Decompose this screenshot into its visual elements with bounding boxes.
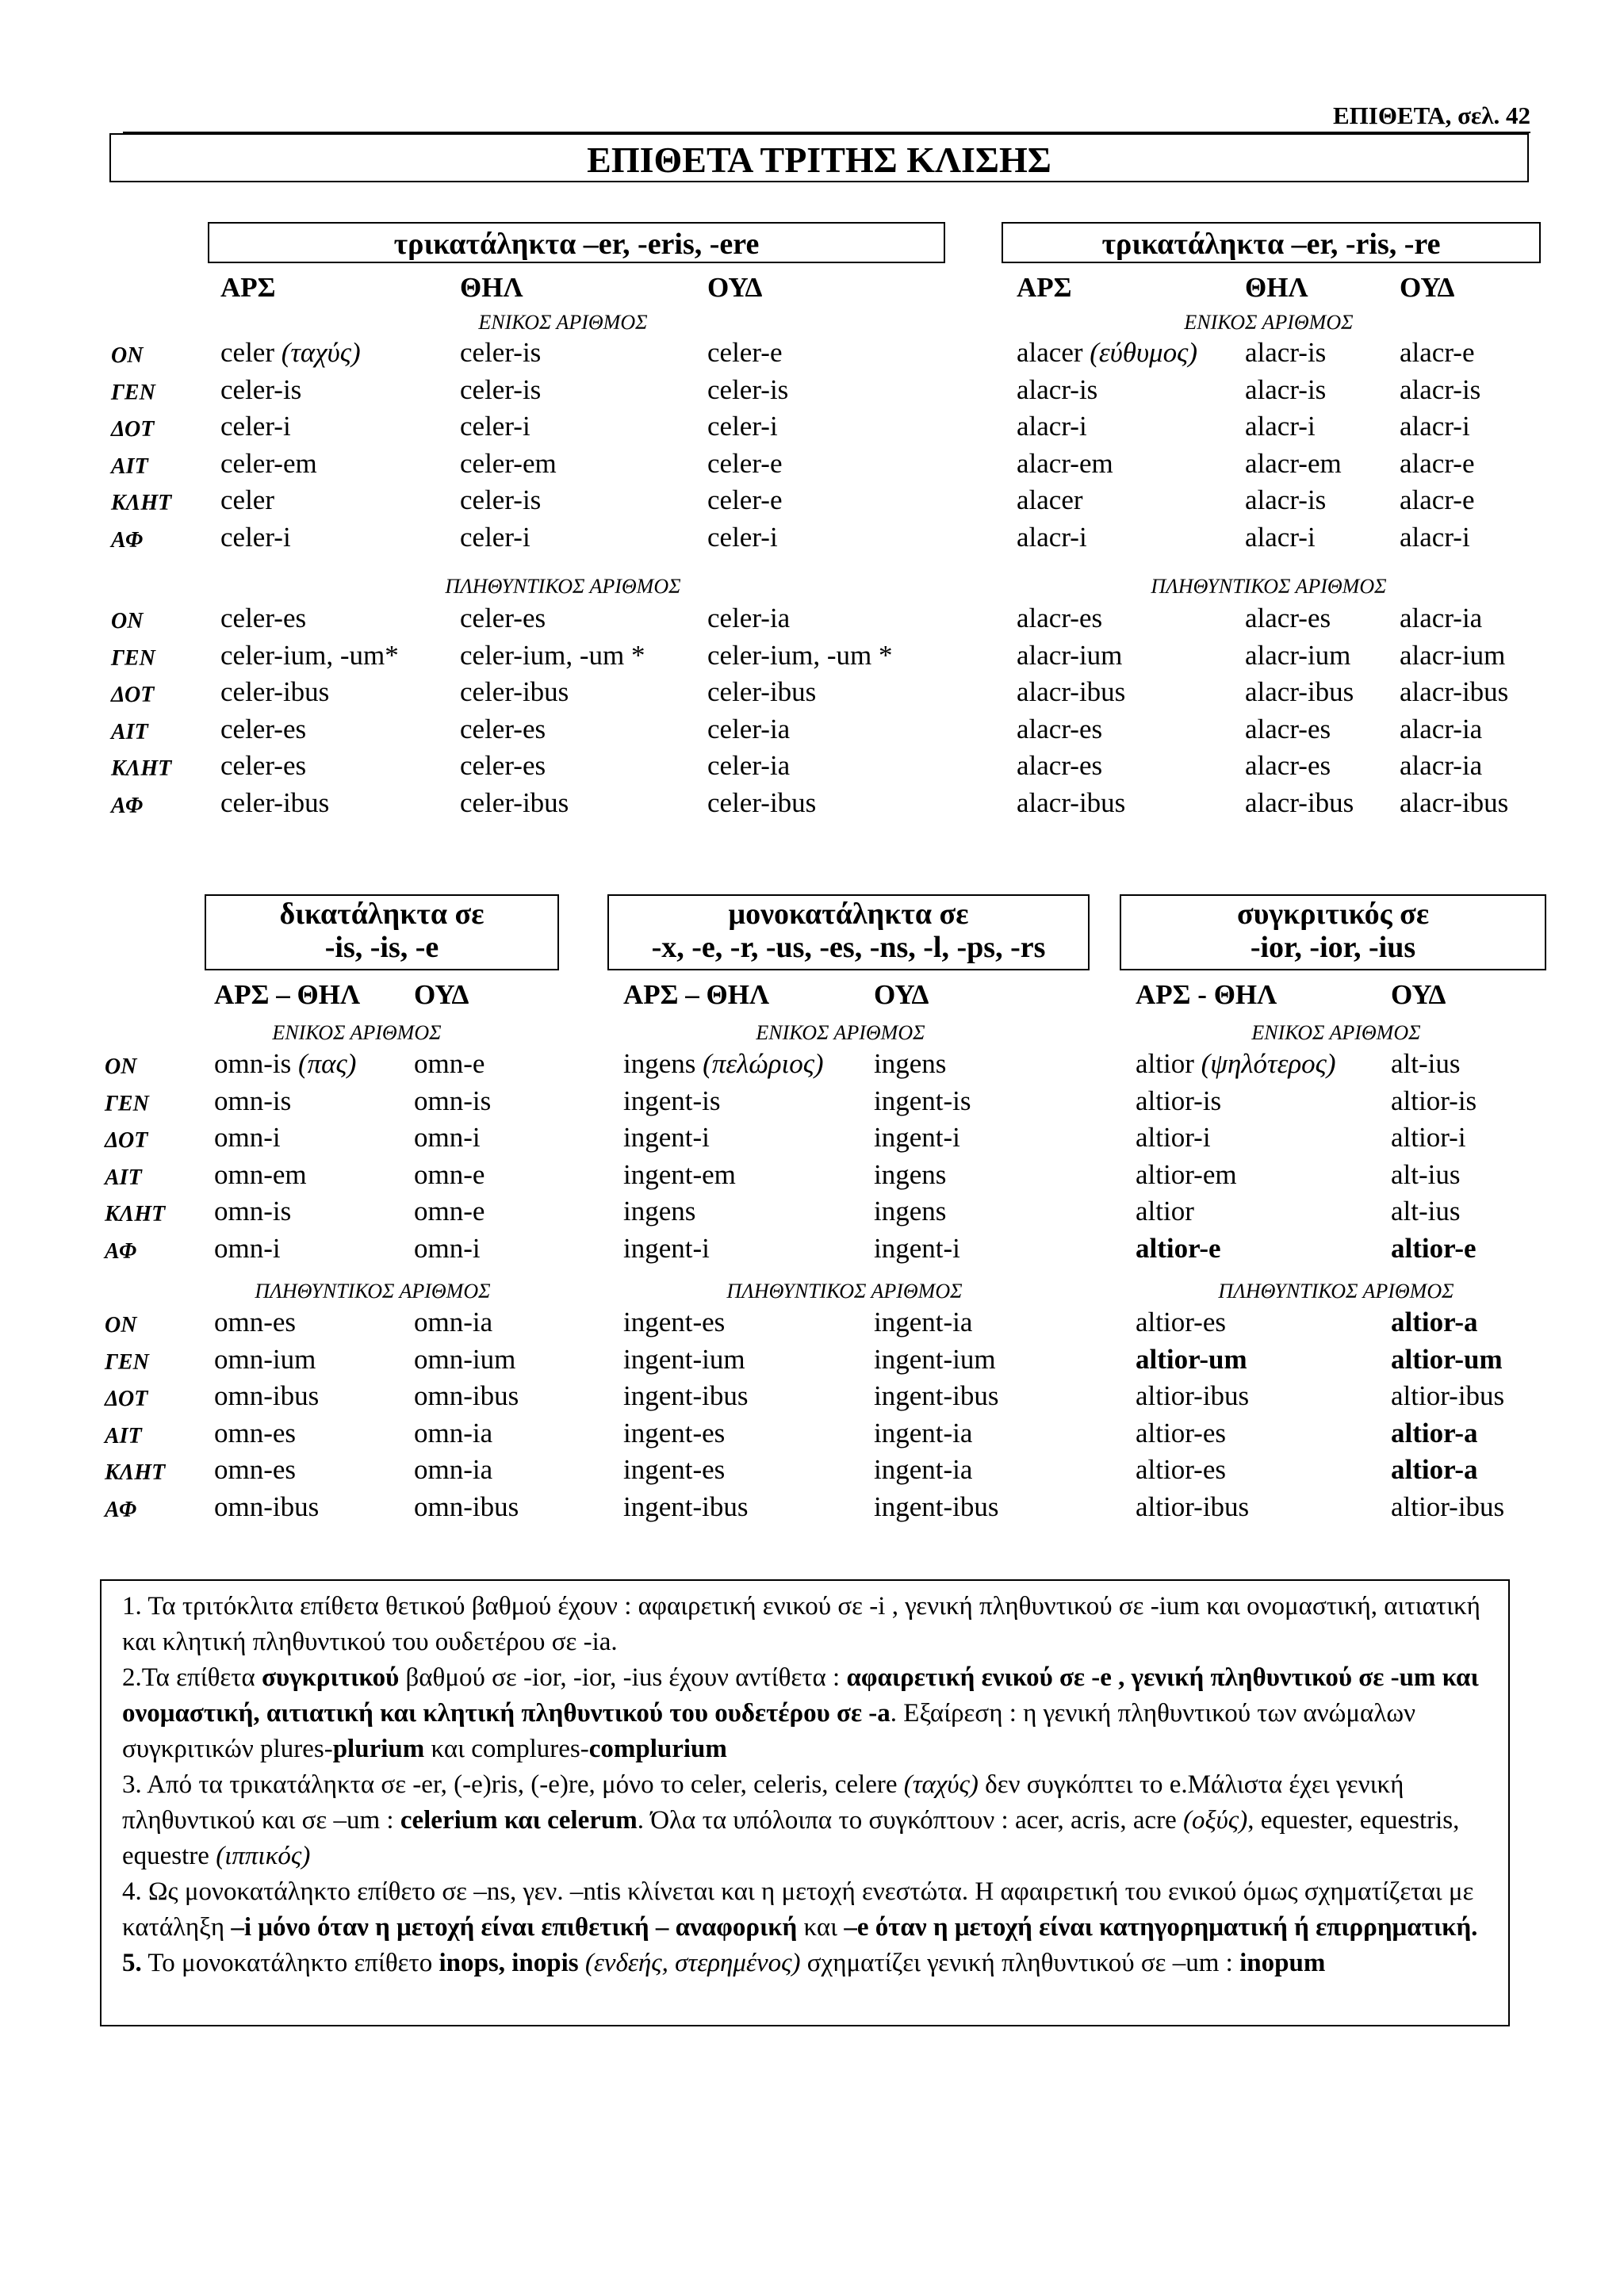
table-cell: altior (ψηλότερος) xyxy=(1136,1048,1336,1079)
table-cell: alt-ius xyxy=(1391,1196,1461,1227)
case-label: ΟΝ xyxy=(105,1054,137,1079)
table-cell: altior-is xyxy=(1136,1085,1222,1116)
note-paragraph: 1. Τα τριτόκλιτα επίθετα θετικού βαθμού έχουν : αφαιρετική ενικού σε -i , γενική πληθυντικού σε -ium και ονομαστική, αιτιατική και κλητική πληθυντικού του ουδετέρου σε -ia. xyxy=(122,1592,1480,1656)
table-cell: celer-is xyxy=(460,337,542,368)
table-cell: ingens xyxy=(874,1196,947,1227)
table-cell: ingent-ibus xyxy=(874,1380,999,1412)
table-cell: ingent-ium xyxy=(623,1343,745,1375)
table-cell: celer-i xyxy=(220,522,291,553)
table-title-line: μονοκατάληκτα σε xyxy=(728,897,969,931)
table-cell: omn-ium xyxy=(414,1343,516,1375)
case-label: ΚΛΗΤ xyxy=(111,491,172,516)
column-header: ΟΥΔ xyxy=(874,979,929,1010)
table-cell: omn-is xyxy=(214,1196,292,1227)
table-cell: alacr-es xyxy=(1017,750,1103,782)
table-cell: celer-es xyxy=(220,750,307,782)
table-cell: celer-ibus xyxy=(460,676,569,708)
note-paragraph: 5. Το μονοκατάληκτο επίθετο inops, inopis (ενδεής, στερημένος) σχηματίζει γενική πληθυντικού σε –um : inopum xyxy=(122,1949,1326,1977)
plural-heading: ΠΛΗΘΥΝΤΙΚΟΣ ΑΡΙΘΜΟΣ xyxy=(1218,1280,1454,1303)
table-cell: alacr-ibus xyxy=(1017,676,1126,708)
bottom-left-title xyxy=(205,894,559,970)
table-cell: ingent-i xyxy=(874,1233,960,1264)
table-cell: celer-e xyxy=(707,447,783,479)
table-cell: omn-ia xyxy=(414,1454,493,1486)
table-cell: altior-ibus xyxy=(1391,1380,1505,1412)
table-cell: omn-is xyxy=(214,1085,292,1116)
column-header: ΟΥΔ xyxy=(1400,272,1455,303)
table-cell: omn-e xyxy=(414,1048,485,1079)
table-cell: alt-ius xyxy=(1391,1048,1461,1079)
table-cell: alacr-ia xyxy=(1400,713,1483,744)
table-cell: alacr-e xyxy=(1400,484,1475,516)
table-cell: celer-es xyxy=(220,603,307,633)
table-cell: alacr-i xyxy=(1245,522,1316,553)
table-cell: altior-a xyxy=(1391,1417,1478,1448)
case-label: ΚΛΗΤ xyxy=(105,1202,166,1227)
table-cell: omn-is (πας) xyxy=(214,1048,357,1079)
table-cell: omn-is xyxy=(414,1085,492,1116)
table-cell: omn-e xyxy=(414,1196,485,1227)
table-cell: omn-ia xyxy=(414,1307,493,1337)
table-cell: omn-ibus xyxy=(214,1491,320,1522)
page-title: ΕΠΙΘΕΤΑ ΤΡΙΤΗΣ ΚΛΙΣΗΣ xyxy=(109,133,1529,182)
table-cell: celer-ium, -um* xyxy=(220,639,399,671)
table-cell: celer-ia xyxy=(707,750,791,782)
case-label: ΟΝ xyxy=(111,609,144,633)
table-cell: altior-e xyxy=(1391,1233,1477,1264)
table-cell: omn-i xyxy=(214,1233,281,1264)
case-label: ΑΦ xyxy=(111,794,144,818)
table-cell: ingent-ibus xyxy=(623,1491,749,1522)
table-cell: altior-is xyxy=(1391,1085,1477,1116)
table-cell: alacr-i xyxy=(1017,411,1087,442)
table-cell: celer-ibus xyxy=(707,676,817,708)
case-label: ΑΦ xyxy=(111,528,144,553)
table-cell: celer-ia xyxy=(707,713,791,744)
table-cell: altior-a xyxy=(1391,1307,1478,1337)
table-cell: altior-a xyxy=(1391,1454,1478,1486)
column-header: ΟΥΔ xyxy=(1391,979,1446,1010)
table-cell: celer-es xyxy=(460,750,546,782)
table-cell: celer (ταχύς) xyxy=(220,337,361,368)
table-cell: celer-es xyxy=(460,603,546,633)
top-right-title: τρικατάληκτα –er, -ris, -re xyxy=(1002,222,1541,263)
table-cell: celer-ibus xyxy=(220,676,330,708)
table-cell: ingent-i xyxy=(623,1233,710,1264)
table-cell: celer-i xyxy=(220,411,291,442)
table-cell: ingent-es xyxy=(623,1454,726,1486)
table-cell: celer-is xyxy=(460,373,542,405)
plural-heading: ΠΛΗΘΥΝΤΙΚΟΣ ΑΡΙΘΜΟΣ xyxy=(1151,575,1387,598)
table-cell: ingent-is xyxy=(874,1085,971,1116)
plural-heading: ΠΛΗΘΥΝΤΙΚΟΣ ΑΡΙΘΜΟΣ xyxy=(255,1280,491,1303)
bottom-middle-title xyxy=(607,894,1090,970)
table-cell: ingent-em xyxy=(623,1158,736,1190)
case-label: ΓΕΝ xyxy=(111,380,155,405)
table-cell: altior-um xyxy=(1391,1343,1503,1375)
table-cell: celer-is xyxy=(220,373,302,405)
table-cell: altior-ibus xyxy=(1136,1491,1250,1522)
table-cell: omn-es xyxy=(214,1307,297,1337)
table-cell: alacr-ibus xyxy=(1400,787,1509,818)
table-cell: celer-i xyxy=(460,411,530,442)
table-cell: ingens xyxy=(623,1196,696,1227)
table-cell: alacr-es xyxy=(1245,713,1331,744)
column-header: ΑΡΣ - ΘΗΛ xyxy=(1136,979,1277,1010)
case-label: ΑΦ xyxy=(105,1239,137,1264)
table-cell: alacr-ia xyxy=(1400,750,1483,782)
table-cell: ingent-ia xyxy=(874,1307,973,1337)
table-cell: alacr-es xyxy=(1017,603,1103,633)
table-cell: ingens xyxy=(874,1158,947,1190)
case-label: ΓΕΝ xyxy=(111,645,155,671)
case-label: ΑΙΤ xyxy=(111,719,148,744)
table-cell: alacr-ibus xyxy=(1245,676,1354,708)
plural-heading: ΠΛΗΘΥΝΤΙΚΟΣ ΑΡΙΘΜΟΣ xyxy=(726,1280,963,1303)
case-label: ΑΙΤ xyxy=(105,1423,142,1448)
table-cell: omn-ium xyxy=(214,1343,316,1375)
case-label: ΔΟΤ xyxy=(105,1128,148,1154)
table-cell: altior-um xyxy=(1136,1343,1247,1375)
table-cell: ingent-es xyxy=(623,1417,726,1448)
case-label: ΑΙΤ xyxy=(111,453,148,479)
table-cell: celer-ibus xyxy=(460,787,569,818)
table-cell: alacr-ibus xyxy=(1245,787,1354,818)
table-cell: alacr-em xyxy=(1017,447,1113,479)
table-cell: ingens xyxy=(874,1048,947,1079)
table-cell: alacr-i xyxy=(1400,411,1470,442)
table-cell: alt-ius xyxy=(1391,1158,1461,1190)
table-cell: ingent-i xyxy=(874,1122,960,1154)
table-cell: celer-ibus xyxy=(707,787,817,818)
case-label: ΚΛΗΤ xyxy=(111,756,172,782)
table-cell: alacr-es xyxy=(1245,603,1331,633)
note-paragraph: 3. Από τα τρικατάληκτα σε -er, (-e)ris, (-e)re, μόνο το celer, celeris, celere (ταχύς) δεν συγκόπτει το e.Μάλιστα έχει γενική πληθυντικού και σε –um : celerium και celerum. Όλα τα υπόλοιπα το συγκόπτουν : acer, acris, acre (οξύς), equester, equestris, equestre (ιππικός) xyxy=(122,1770,1460,1870)
table-cell: alacr-ium xyxy=(1400,639,1506,671)
case-label: ΔΟΤ xyxy=(105,1387,148,1412)
table-cell: alacr-is xyxy=(1245,373,1327,405)
table-cell: alacr-i xyxy=(1400,522,1470,553)
case-label: ΔΟΤ xyxy=(111,417,155,442)
table-cell: altior-em xyxy=(1136,1158,1237,1190)
table-title-line: -ior, -ior, -ius xyxy=(1250,931,1416,964)
table-cell: alacr-ium xyxy=(1017,639,1123,671)
table-cell: celer-ium, -um * xyxy=(707,639,893,671)
case-label: ΚΛΗΤ xyxy=(105,1460,166,1486)
table-cell: omn-e xyxy=(414,1158,485,1190)
table-cell: alacr-ibus xyxy=(1400,676,1509,708)
table-cell: celer-em xyxy=(460,447,557,479)
table-cell: celer-i xyxy=(460,522,530,553)
table-cell: alacer (εύθυμος) xyxy=(1017,337,1197,368)
singular-heading: ΕΝΙΚΟΣ ΑΡΙΘΜΟΣ xyxy=(756,1021,925,1044)
table-cell: celer-i xyxy=(707,522,778,553)
table-cell: ingent-es xyxy=(623,1307,726,1337)
table-cell: omn-es xyxy=(214,1417,297,1448)
case-label: ΟΝ xyxy=(105,1313,137,1337)
table-cell: alacr-ia xyxy=(1400,603,1483,633)
table-cell: celer-ibus xyxy=(220,787,330,818)
column-header: ΑΡΣ xyxy=(220,272,276,303)
column-header: ΟΥΔ xyxy=(414,979,469,1010)
table-cell: celer-ia xyxy=(707,603,791,633)
plural-heading: ΠΛΗΘΥΝΤΙΚΟΣ ΑΡΙΘΜΟΣ xyxy=(445,575,681,598)
table-cell: celer-is xyxy=(707,373,789,405)
singular-heading: ΕΝΙΚΟΣ ΑΡΙΘΜΟΣ xyxy=(1184,311,1354,334)
table-title-line: συγκριτικός σε xyxy=(1236,897,1430,931)
table-cell: alacr-es xyxy=(1245,750,1331,782)
page-header: ΕΠΙΘΕΤΑ, σελ. 42 xyxy=(1332,101,1530,129)
table-cell: omn-em xyxy=(214,1158,307,1190)
table-cell: celer-ium, -um * xyxy=(460,639,645,671)
table-cell: alacr-i xyxy=(1245,411,1316,442)
column-header: ΘΗΛ xyxy=(460,272,523,303)
table-cell: altior-e xyxy=(1136,1233,1221,1264)
table-cell: alacr-e xyxy=(1400,447,1475,479)
table-cell: ingent-ibus xyxy=(623,1380,749,1412)
table-cell: omn-i xyxy=(414,1122,481,1154)
table-cell: altior-ibus xyxy=(1391,1491,1505,1522)
table-cell: altior-ibus xyxy=(1136,1380,1250,1412)
table-cell: alacr-is xyxy=(1400,373,1481,405)
case-label: ΑΙΤ xyxy=(105,1165,142,1190)
table-cell: alacr-em xyxy=(1245,447,1342,479)
table-cell: celer-is xyxy=(460,484,542,516)
case-label: ΑΦ xyxy=(105,1498,137,1522)
column-header: ΑΡΣ xyxy=(1017,272,1072,303)
table-cell: alacr-e xyxy=(1400,337,1475,368)
column-header: ΑΡΣ – ΘΗΛ xyxy=(214,979,361,1010)
table-cell: altior-es xyxy=(1136,1454,1226,1486)
note-paragraph: 2.Τα επίθετα συγκριτικού βαθμού σε -ior, -ior, -ius έχουν αντίθετα : αφαιρετική ενικού σε -e , γενική πληθυντικού σε -um και ονομαστική, αιτιατική και κλητική πληθυντικού του ουδετέρου σε -a. Εξαίρεση : η γενική πληθυντικού των ανώμαλων συγκριτικών plures-plurium και complures-complurium xyxy=(122,1663,1479,1763)
table-cell: alacr-ibus xyxy=(1017,787,1126,818)
table-cell: alacr-es xyxy=(1017,713,1103,744)
table-cell: celer-e xyxy=(707,484,783,516)
case-label: ΔΟΤ xyxy=(111,683,155,708)
table-cell: celer-e xyxy=(707,337,783,368)
table-cell: altior-i xyxy=(1136,1122,1211,1154)
column-header: ΘΗΛ xyxy=(1245,272,1308,303)
table-cell: omn-es xyxy=(214,1454,297,1486)
table-cell: alacr-is xyxy=(1245,337,1327,368)
table-cell: ingent-ibus xyxy=(874,1491,999,1522)
table-cell: celer xyxy=(220,484,274,516)
table-cell: alacr-is xyxy=(1245,484,1327,516)
column-header: ΟΥΔ xyxy=(707,272,763,303)
table-cell: omn-ia xyxy=(414,1417,493,1448)
table-cell: omn-i xyxy=(214,1122,281,1154)
notes-box xyxy=(100,1579,1510,2026)
table-title-line: -is, -is, -e xyxy=(324,931,439,964)
table-cell: ingent-ium xyxy=(874,1343,996,1375)
table-cell: celer-es xyxy=(460,713,546,744)
table-cell: omn-ibus xyxy=(214,1380,320,1412)
table-cell: celer-i xyxy=(707,411,778,442)
table-cell: altior-es xyxy=(1136,1307,1226,1337)
bottom-right-title xyxy=(1120,894,1546,970)
table-cell: ingent-is xyxy=(623,1085,721,1116)
table-cell: omn-ibus xyxy=(414,1380,519,1412)
case-label: ΓΕΝ xyxy=(105,1091,149,1116)
table-cell: alacer xyxy=(1017,484,1083,516)
note-paragraph: 4. Ως μονοκατάληκτο επίθετο σε –ns, γεν. –ntis κλίνεται και η μετοχή ενεστώτα. Η αφαιρετική του ενικού όμως σχηματίζεται με κατάληξη –i μόνο όταν η μετοχή είναι επιθετική – αναφορική και –e όταν η μετοχή είναι κατηγορηματική ή επιρρηματική. xyxy=(122,1877,1478,1942)
column-header: ΑΡΣ – ΘΗΛ xyxy=(623,979,770,1010)
case-label: ΓΕΝ xyxy=(105,1349,149,1375)
table-cell: celer-es xyxy=(220,713,307,744)
singular-heading: ΕΝΙΚΟΣ ΑΡΙΘΜΟΣ xyxy=(272,1021,442,1044)
table-cell: altior-i xyxy=(1391,1122,1466,1154)
table-cell: altior-es xyxy=(1136,1417,1226,1448)
table-cell: omn-i xyxy=(414,1233,481,1264)
table-title-line: δικατάληκτα σε xyxy=(279,897,485,931)
table-cell: ingent-ia xyxy=(874,1417,973,1448)
case-label: ΟΝ xyxy=(111,343,144,368)
table-title-line: -x, -e, -r, -us, -es, -ns, -l, -ps, -rs xyxy=(651,931,1046,964)
table-cell: celer-em xyxy=(220,447,317,479)
table-cell: alacr-is xyxy=(1017,373,1098,405)
table-cell: omn-ibus xyxy=(414,1491,519,1522)
top-left-title: τρικατάληκτα –er, -eris, -ere xyxy=(208,222,945,263)
table-cell: ingent-i xyxy=(623,1122,710,1154)
table-cell: alacr-i xyxy=(1017,522,1087,553)
table-cell: altior xyxy=(1136,1196,1194,1227)
singular-heading: ΕΝΙΚΟΣ ΑΡΙΘΜΟΣ xyxy=(1251,1021,1421,1044)
table-cell: ingent-ia xyxy=(874,1454,973,1486)
singular-heading: ΕΝΙΚΟΣ ΑΡΙΘΜΟΣ xyxy=(478,311,648,334)
table-cell: alacr-ium xyxy=(1245,639,1351,671)
table-cell: ingens (πελώριος) xyxy=(623,1048,824,1079)
